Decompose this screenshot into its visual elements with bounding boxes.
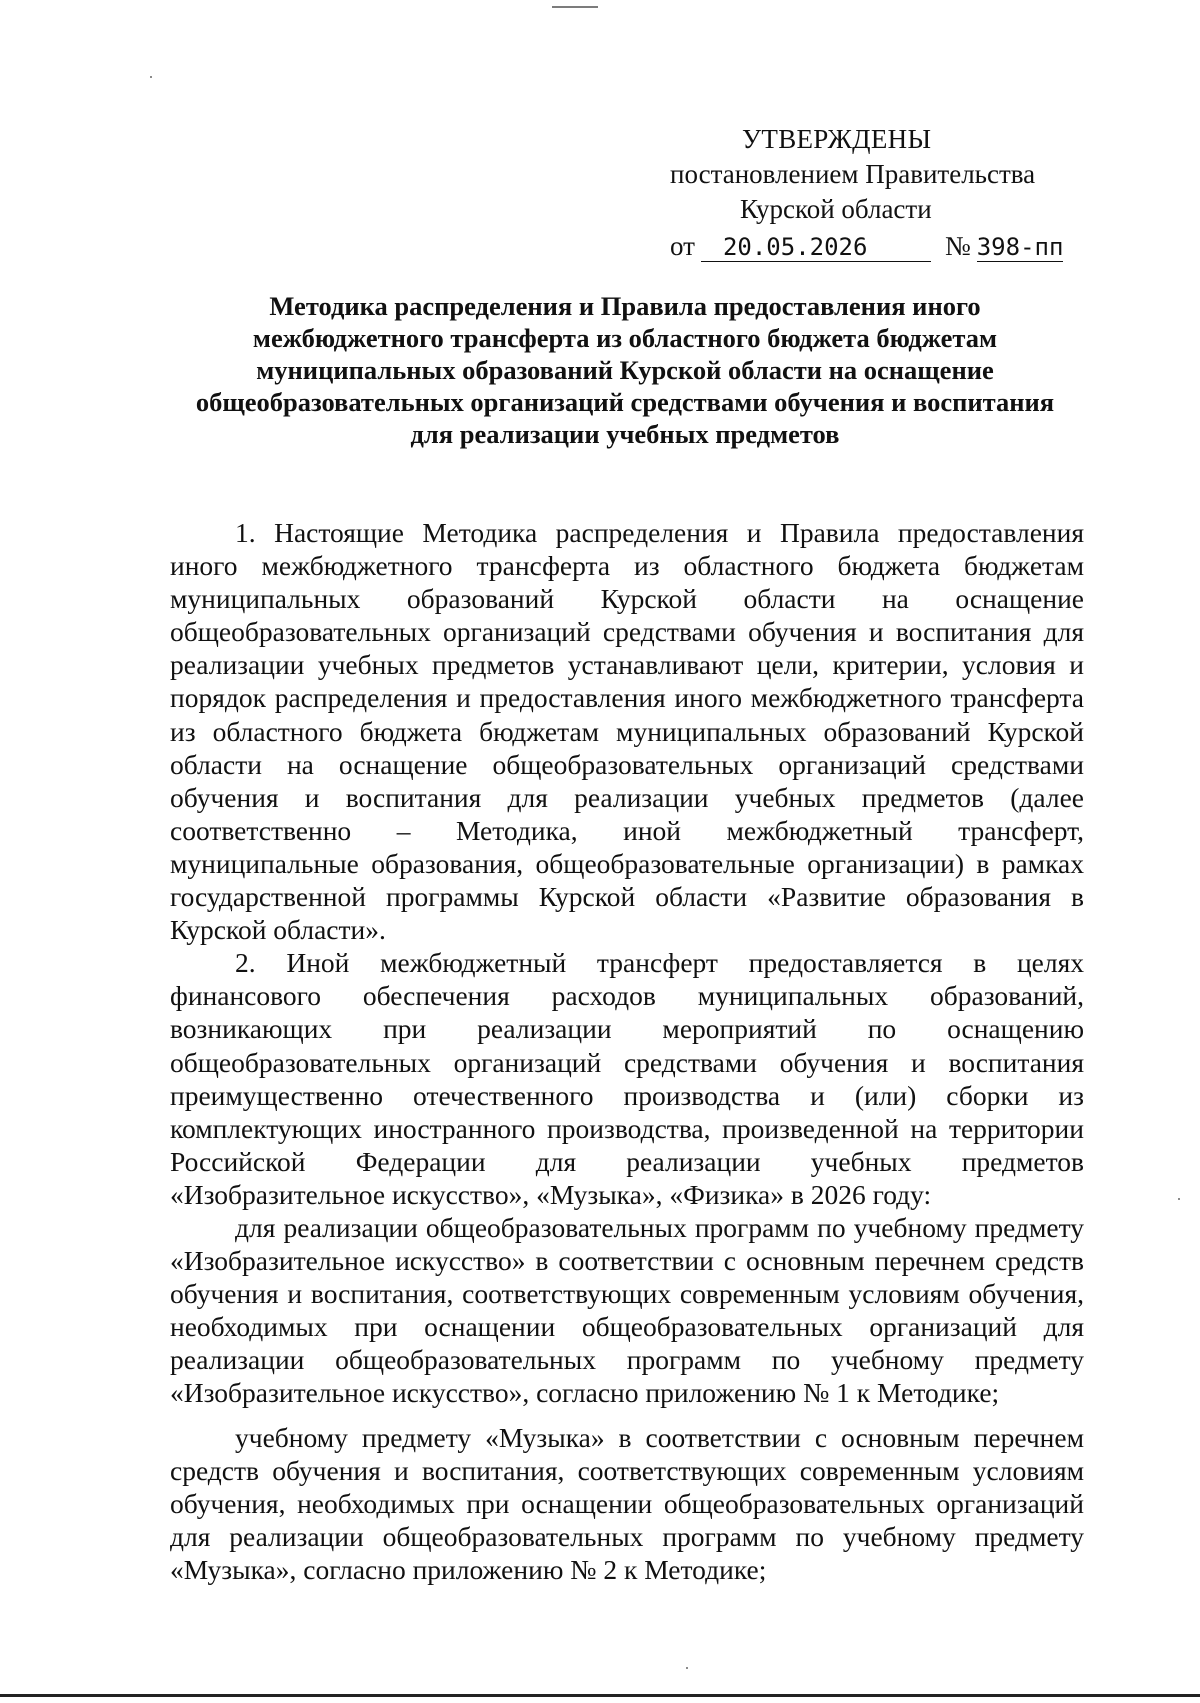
paragraph-1: 1. Настоящие Методика распределения и Правила предоставления иного межбюджетного трансферта из областного бюджета бюджетам муниципальных образований Курской области на оснащение общеобразовательных организаций средствами обучения и воспитания для реализации учебных предметов устанавливают цели, критерии, условия и порядок распределения и предоставления иного межбюджетного трансферта из областного бюджета бюджетам муниципальных образований Курской области на оснащение общеобразовательных организаций средствами обучения и воспитания для реализации учебных предметов (далее соответственно – Методика, иной межбюджетный трансферт, муниципальные образования, общеобразовательные организации) в рамках государственной программы Курской области «Развитие образования в Курской области». <box>170 517 1084 946</box>
approval-date-line <box>670 229 1090 264</box>
approval-block <box>670 122 1090 264</box>
approval-issuer: постановлением Правительства <box>670 159 1036 189</box>
scan-artifact-dot <box>1178 1198 1180 1200</box>
title-line: для реализации учебных предметов <box>410 419 840 449</box>
approval-date: 20.05.2026 <box>701 233 931 262</box>
document-body <box>170 516 1084 1586</box>
paragraph-2-item-art: для реализации общеобразовательных программ по учебному предмету «Изобразительное искусство» в соответствии с основным перечнем средств обучения и воспитания, соответствующих современным условиям обучения, необходимых при оснащении общеобразовательных организаций для реализации общеобразовательных программ по учебному предмету «Изобразительное искусство», согласно приложению № 1 к Методике; <box>170 1211 1084 1409</box>
date-prefix: от <box>670 231 695 261</box>
title-line: межбюджетного трансферта из областного бюджета бюджетам <box>252 323 998 353</box>
scan-artifact-dot <box>150 76 152 78</box>
scan-artifact-bottom-edge <box>0 1694 1200 1697</box>
title-line: общеобразовательных организаций средствами обучения и воспитания <box>195 387 1055 417</box>
number-prefix: № <box>944 231 971 261</box>
title-line: муниципальных образований Курской области на оснащение <box>256 355 994 385</box>
paragraph-2: 2. Иной межбюджетный трансферт предоставляется в целях финансового обеспечения расходов муниципальных образований, возникающих при реализации мероприятий по оснащению общеобразовательных организаций средствами обучения и воспитания преимущественно отечественного производства и (или) сборки из комплектующих иностранного производства, произведенной на территории Российской Федерации для реализации учебных предметов «Изобразительное искусство», «Музыка», «Физика» в 2026 году: <box>170 947 1084 1210</box>
approval-region: Курской области <box>740 194 932 224</box>
paragraph-2-item-music: учебному предмету «Музыка» в соответствии с основным перечнем средств обучения и воспитания, соответствующих современным условиям обучения, необходимых при оснащении общеобразовательных организаций для реализации общеобразовательных программ по учебному предмету «Музыка», согласно приложению № 2 к Методике; <box>170 1421 1084 1585</box>
title-line: Методика распределения и Правила предоставления иного <box>269 291 981 321</box>
scan-artifact-dot <box>686 1667 688 1669</box>
document-title <box>160 290 1090 450</box>
approval-number: 398-пп <box>976 233 1064 261</box>
scan-artifact-mark <box>552 6 598 8</box>
approval-heading: УТВЕРЖДЕНЫ <box>742 124 932 154</box>
